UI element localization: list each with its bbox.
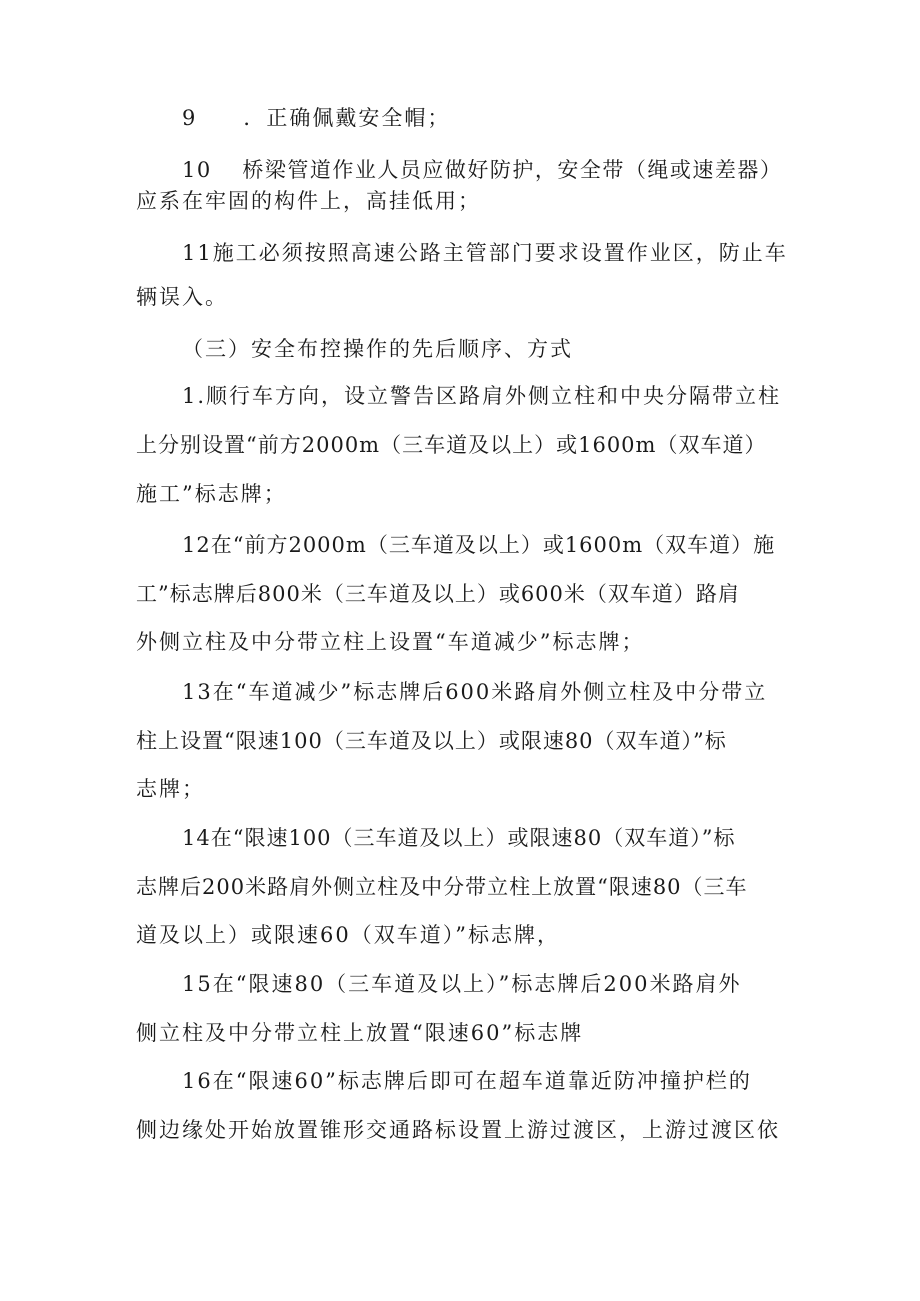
section-heading: （三）安全布控操作的先后顺序、方式 <box>182 337 573 361</box>
paragraph-line: 侧立柱及中分带立柱上放置“限速60”标志牌 <box>136 1021 584 1045</box>
paragraph-line: 14在“限速100（三车道及以上）或限速80（双车道）”标 <box>182 826 736 850</box>
paragraph-line: 上分别设置“前方2000m（三车道及以上）或1600m（双车道） <box>136 433 767 457</box>
paragraph-line: 柱上设置“限速100（三车道及以上）或限速80（双车道）”标 <box>136 729 727 753</box>
paragraph-line: 9 ．正确佩戴安全帽； <box>182 106 451 130</box>
paragraph-line: 应系在牢固的构件上，高挂低用； <box>136 189 481 213</box>
paragraph-line: 10 桥梁管道作业人员应做好防护，安全带（绳或速差器） <box>182 158 783 182</box>
paragraph-line: 15在“限速80（三车道及以上）”标志牌后200米路肩外 <box>182 972 742 996</box>
paragraph-line: 工”标志牌后800米（三车道及以上）或600米（双车道）路肩 <box>136 582 740 606</box>
paragraph-line: 11施工必须按照高速公路主管部门要求设置作业区，防止车 <box>182 241 788 265</box>
paragraph-line: 辆误入。 <box>136 285 228 309</box>
paragraph-line: 16在“限速60”标志牌后即可在超车道靠近防冲撞护栏的 <box>182 1069 752 1093</box>
paragraph-line: 施工”标志牌； <box>136 482 287 506</box>
paragraph-line: 13在“车道减少”标志牌后600米路肩外侧立柱及中分带立 <box>182 680 768 704</box>
paragraph-line: 12在“前方2000m（三车道及以上）或1600m（双车道）施 <box>182 533 776 557</box>
paragraph-line: 1.顺行车方向，设立警告区路肩外侧立柱和中央分隔带立柱 <box>182 384 782 408</box>
paragraph-line: 侧边缘处开始放置锥形交通路标设置上游过渡区，上游过渡区依 <box>136 1118 780 1142</box>
paragraph-line: 外侧立柱及中分带立柱上设置“车道减少”标志牌； <box>136 630 645 654</box>
paragraph-line: 志牌； <box>136 777 205 801</box>
paragraph-line: 志牌后200米路肩外侧立柱及中分带立柱上放置“限速80（三车 <box>136 875 748 899</box>
paragraph-line: 道及以上）或限速60（双车道）”标志牌， <box>136 923 560 947</box>
